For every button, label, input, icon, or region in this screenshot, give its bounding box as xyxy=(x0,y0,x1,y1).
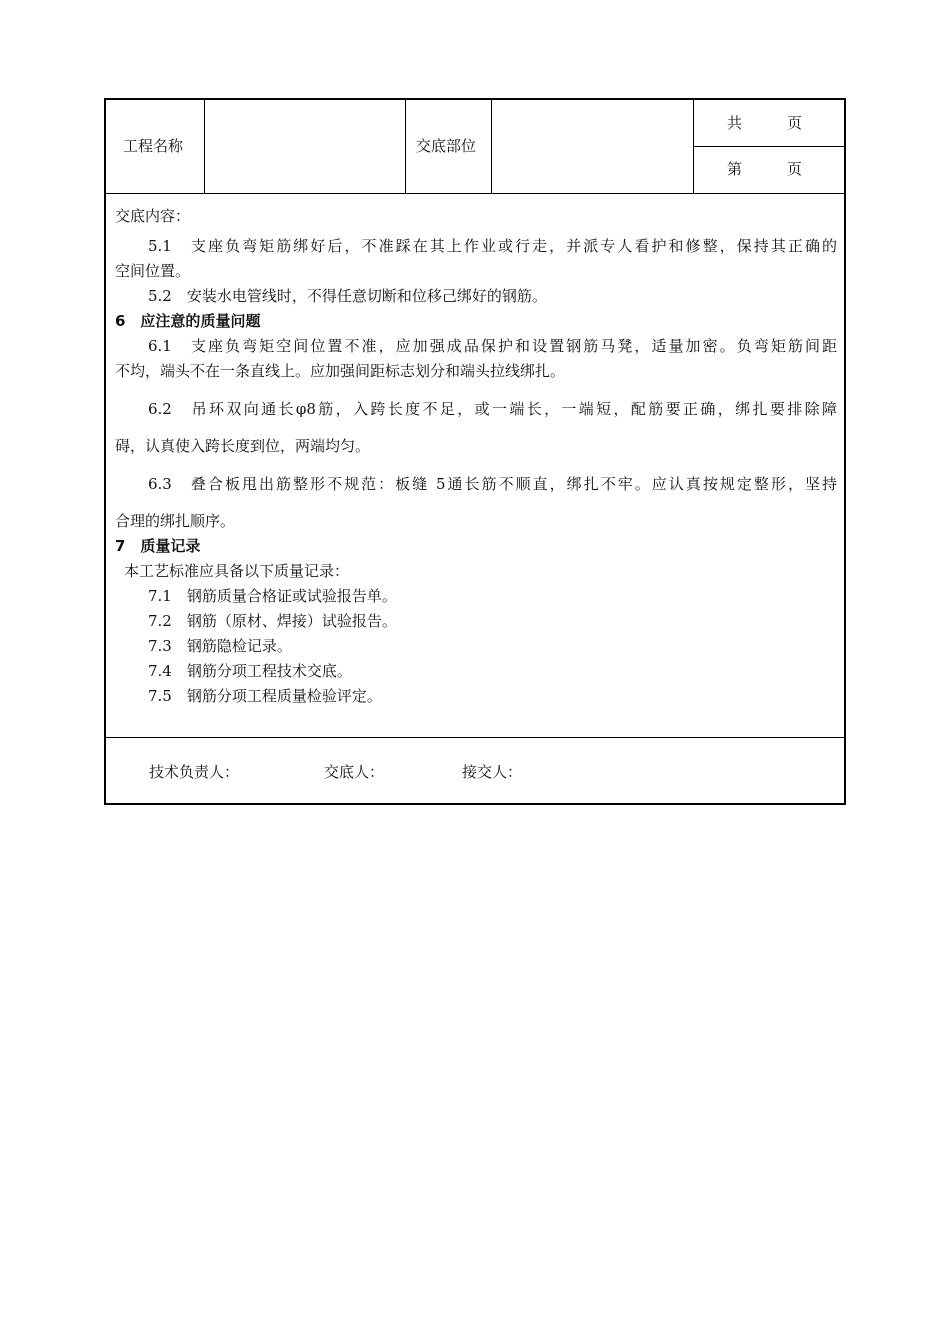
header-divider xyxy=(405,100,406,193)
section-6-title: 6 应注意的质量问题 xyxy=(115,312,261,330)
form-header xyxy=(106,100,844,194)
item-6-3-cont: 合理的绑扎顺序。 xyxy=(115,512,236,530)
disclosure-form xyxy=(104,98,846,805)
location-label: 交底部位 xyxy=(416,137,477,155)
list-item: 7.5 钢筋分项工程质量检验评定。 xyxy=(148,687,382,705)
item-6-1-cont: 不均，端头不在一条直线上。应加强间距标志划分和端头拉线绑扎。 xyxy=(115,362,566,380)
item-5-1: 5.1 支座负弯矩筋绑好后，不准踩在其上作业或行走，并派专人看护和修整，保持其正确的 xyxy=(148,237,837,255)
list-item: 7.1 钢筋质量合格证或试验报告单。 xyxy=(148,587,397,605)
list-item: 7.2 钢筋（原材、焊接）试验报告。 xyxy=(148,612,397,630)
receiver-signature[interactable]: 接交人： xyxy=(462,763,523,781)
tech-lead-signature[interactable]: 技术负责人： xyxy=(149,763,240,781)
list-item: 7.3 钢筋隐检记录。 xyxy=(148,637,292,655)
discloser-signature[interactable]: 交底人： xyxy=(324,763,385,781)
item-5-2: 5.2 安装水电管线时，不得任意切断和位移己绑好的钢筋。 xyxy=(148,287,547,305)
project-name-label: 工程名称 xyxy=(123,137,184,155)
header-divider xyxy=(204,100,205,193)
page-number: 第 页 xyxy=(727,160,803,178)
header-divider xyxy=(693,146,844,147)
content-heading: 交底内容： xyxy=(115,207,191,225)
item-6-2-cont: 碍，认真使入跨长度到位，两端均匀。 xyxy=(115,437,371,455)
section-7-title: 7 质量记录 xyxy=(115,537,201,555)
total-pages: 共 页 xyxy=(727,114,803,132)
list-item: 7.4 钢筋分项工程技术交底。 xyxy=(148,662,352,680)
item-6-1: 6.1 支座负弯矩空间位置不准，应加强成品保护和设置钢筋马凳，适量加密。负弯矩筋间距 xyxy=(148,337,837,355)
disclosure-content xyxy=(106,194,844,737)
item-5-1-cont: 空间位置。 xyxy=(115,262,191,280)
item-6-3: 6.3 叠合板甩出筋整形不规范：板缝 5通长筋不顺直，绑扎不牢。应认真按规定整形，坚持 xyxy=(148,475,837,493)
header-divider xyxy=(491,100,492,193)
section-7-intro: 本工艺标准应具备以下质量记录： xyxy=(124,562,350,580)
signature-row xyxy=(106,737,844,804)
item-6-2: 6.2 吊环双向通长φ8筋，入跨长度不足，或一端长，一端短，配筋要正确，绑扎要排除障 xyxy=(148,400,837,418)
